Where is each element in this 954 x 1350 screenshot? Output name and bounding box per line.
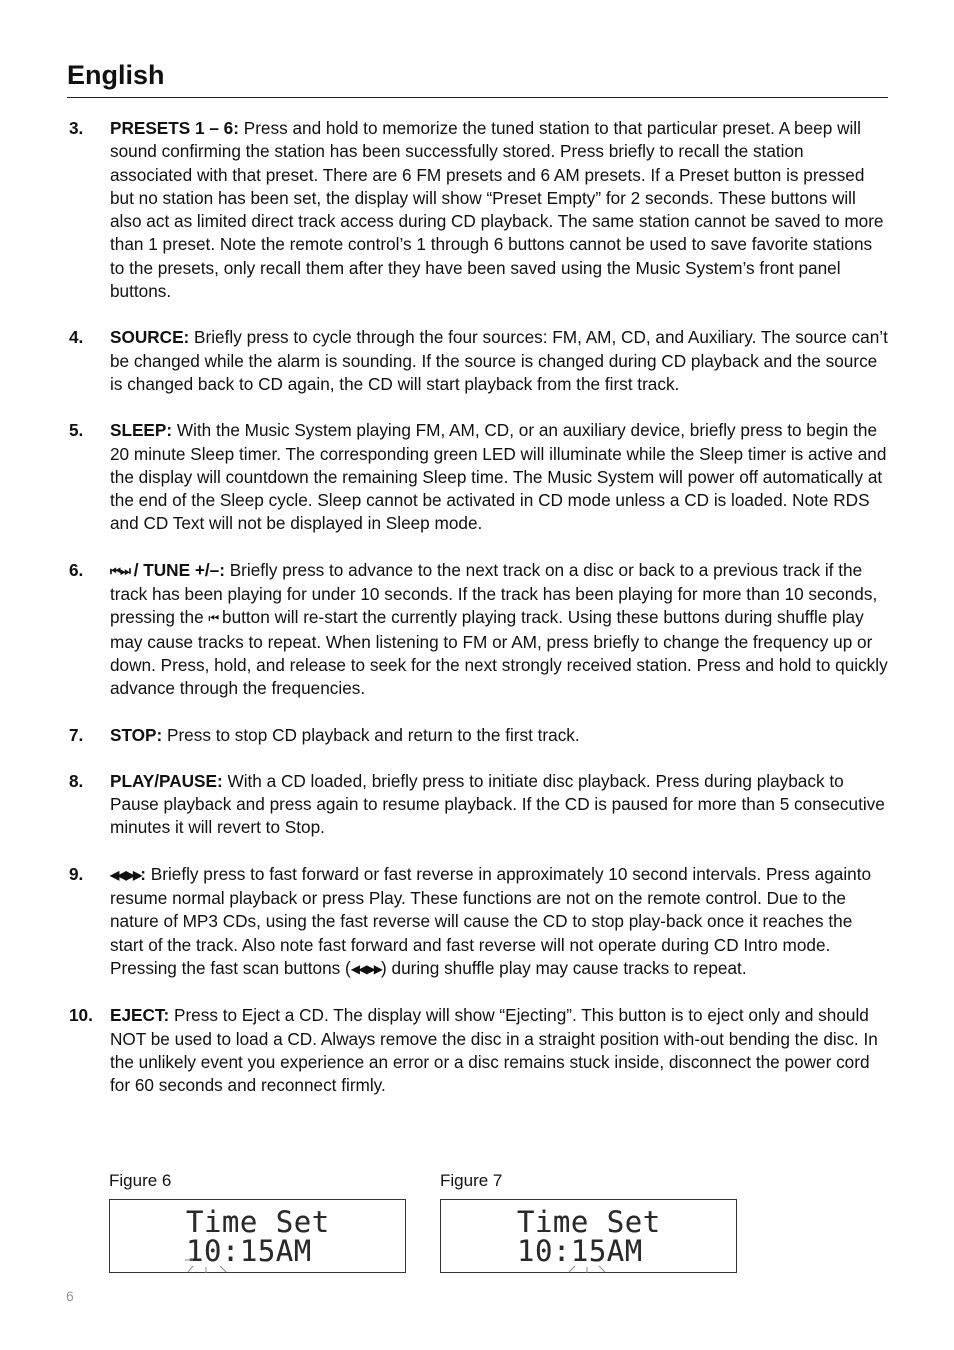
item-text: ) during shuffle play may cause tracks to repeat. <box>381 957 747 978</box>
skip-back-icon: ⏮ <box>208 611 218 626</box>
figure-label: Figure 6 <box>109 1171 172 1190</box>
item-title: STOP: <box>110 724 163 745</box>
figure-label: Figure 7 <box>440 1171 503 1190</box>
item-title: SLEEP: <box>110 420 173 441</box>
list-item-tune <box>69 559 889 701</box>
item-number: 6. <box>69 559 84 580</box>
figure-7 <box>440 1170 737 1273</box>
item-number: 3. <box>69 118 84 138</box>
item-text: Briefly press to fast forward or fast reverse in approximately 10 second intervals. Press againto resume normal playback or press Play. These functions are not on the remote control. Due to the nature of MP3 CDs, using the fast reverse will cause the CD to stop play-back once it reaches the start of the track. Also note fast forward and fast reverse will not operate during CD Intro mode. Pressing the fast scan buttons ( <box>110 863 872 978</box>
figures <box>109 1170 749 1280</box>
list-item-presets <box>69 117 889 303</box>
fast-scan-icon: ◀◀ ▶▶ <box>110 867 141 882</box>
item-text: Briefly press to cycle through the four sources: FM, AM, CD, and Auxiliary. The source can’t be changed while the alarm is sounding. If the source is changed during CD playback and the source is changed back to CD again, the CD will start playback from the first track. <box>110 327 888 394</box>
item-text: With the Music System playing FM, AM, CD, or an auxiliary device, briefly press to begin the 20 minute Sleep timer. The corresponding green LED will illuminate while the Sleep timer is active and the display will countdown the remaining Sleep time. The Music System will power off automatically at the end of the Sleep cycle. Sleep cannot be activated in CD mode unless a CD is loaded. Note RDS and CD Text will not be displayed in Sleep mode. <box>110 420 887 534</box>
item-number: 5. <box>69 420 84 441</box>
lcd-line-1: Time Set <box>186 1205 330 1239</box>
flash-indicator-icon <box>565 1256 615 1274</box>
item-text: Briefly press to advance to the next track on a disc or back to a previous track if the track has been playing for under 10 seconds. If the track has been playing for more than 10 seconds, pressing the <box>110 559 878 628</box>
item-number: 8. <box>69 770 84 791</box>
item-text: button will re-start the currently playing track. Using these buttons during shuffle play may cause tracks to repeat. When listening to FM or AM, press briefly to change the frequency up or down. Press, hold, and release to seek for the next strongly received station. Press and hold to quickly advance through the frequencies. <box>110 607 888 699</box>
list-item-play-pause <box>69 770 889 840</box>
instruction-list <box>69 117 889 1120</box>
lcd-line-1: Time Set <box>517 1205 661 1239</box>
list-item-sleep <box>69 419 889 535</box>
page-heading: English <box>67 60 165 90</box>
item-text: Press to Eject a CD. The display will show “Ejecting”. This button is to eject only and should NOT be used to load a CD. Always remove the disc in a straight position with-out bending the disc. In the unlikely event you experience an error or a disc remains stuck inside, disconnect the power cord for 60 seconds and reconnect firmly. <box>110 1005 878 1096</box>
item-title: PLAY/PAUSE: <box>110 770 223 791</box>
fast-scan-icon: ◀◀ ▶▶ <box>350 961 382 976</box>
item-text: Press to stop CD playback and return to the first track. <box>162 724 580 745</box>
list-item-source <box>69 326 889 396</box>
page-number: 6 <box>66 1288 74 1304</box>
list-item-fast-scan <box>69 863 889 981</box>
item-title: : <box>140 863 146 884</box>
lcd-line-2: 10:15AM <box>186 1234 312 1268</box>
item-text: With a CD loaded, briefly press to initiate disc playback. Press during playback to Pause playback and press again to resume playback. If the CD is paused for more than 5 consecutive minutes it will revert to Stop. <box>110 770 885 838</box>
skip-track-icon: ⏮ ⏭ <box>110 563 129 578</box>
item-title: PRESETS 1 – 6: <box>110 118 239 138</box>
lcd-display <box>440 1199 737 1273</box>
item-title: SOURCE: <box>110 327 190 348</box>
item-number: 10. <box>69 1005 93 1026</box>
item-number: 4. <box>69 327 84 348</box>
item-text: Press and hold to memorize the tuned station to that particular preset. A beep will sound confirming the station has been successfully stored. Press briefly to recall the station associated with that preset. There are 6 FM presets and 6 AM presets. If a Preset button is pressed but no station has been set, the display will show “Preset Empty” for 2 seconds. These buttons will also act as limited direct track access during CD playback. The same station cannot be saved to more than 1 preset. Note the remote control’s 1 through 6 buttons cannot be used to save favorite stations to the presets, only recall them after they have been saved using the Music System’s front panel buttons. <box>110 118 884 302</box>
lcd-display <box>109 1199 406 1273</box>
item-number: 9. <box>69 863 84 884</box>
list-item-eject <box>69 1004 889 1097</box>
heading-rule <box>67 97 888 98</box>
item-title: / TUNE +/–: <box>128 559 225 580</box>
item-title: EJECT: <box>110 1005 170 1026</box>
figure-6 <box>109 1170 406 1273</box>
item-number: 7. <box>69 724 84 745</box>
flash-indicator-icon <box>182 1256 242 1274</box>
list-item-stop <box>69 724 889 747</box>
lcd-line-2: 10:15AM <box>517 1234 643 1268</box>
